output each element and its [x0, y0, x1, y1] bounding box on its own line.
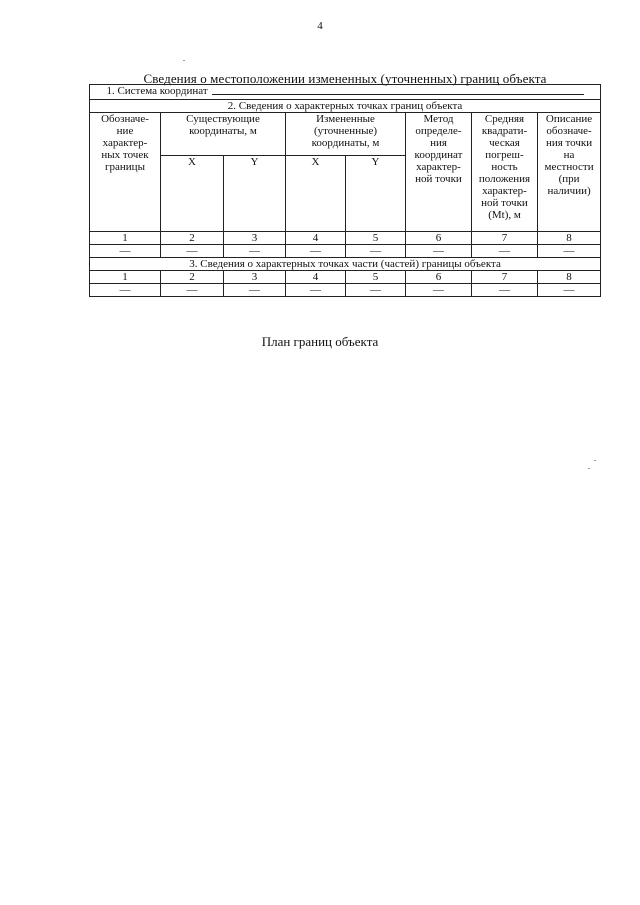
column-number: 3 — [224, 232, 286, 245]
section2-label: 2. Сведения о характерных точках границ объекта — [90, 100, 601, 113]
header-existing-y: Y — [224, 156, 286, 232]
plan-title: План границ объекта — [261, 334, 379, 349]
scan-speck — [594, 460, 596, 461]
table-cell: — — [346, 284, 406, 297]
table-cell: — — [286, 245, 346, 258]
table-row — [90, 245, 601, 258]
column-number: 4 — [286, 271, 346, 284]
section2-row — [90, 100, 601, 113]
column-number: 6 — [406, 232, 472, 245]
table-cell: — — [472, 284, 538, 297]
column-number: 2 — [161, 271, 224, 284]
scan-speck — [588, 468, 590, 469]
header-changed-x: X — [286, 156, 346, 232]
header-point-designation: Обозначе- ние характер- ных точек границы — [90, 113, 161, 232]
section3-column-number-row — [90, 271, 601, 284]
table-cell: — — [346, 245, 406, 258]
column-number: 2 — [161, 232, 224, 245]
table-cell: — — [224, 284, 286, 297]
table-cell: — — [472, 245, 538, 258]
column-number: 7 — [472, 232, 538, 245]
table-cell: — — [406, 284, 472, 297]
table-cell: — — [538, 284, 601, 297]
header-existing-x: X — [161, 156, 224, 232]
column-number-row — [90, 232, 601, 245]
coordinate-system-row — [90, 85, 601, 100]
header-method: Метод определе- ния координат характер- ной точки — [406, 113, 472, 232]
table-cell: — — [90, 245, 161, 258]
table-cell: — — [538, 245, 601, 258]
header-changed-y: Y — [346, 156, 406, 232]
table-cell: — — [161, 245, 224, 258]
page-number: 4 — [317, 20, 323, 32]
coordinate-system-value-line — [212, 85, 584, 95]
column-number: 5 — [346, 271, 406, 284]
column-number: 6 — [406, 271, 472, 284]
column-number: 7 — [472, 271, 538, 284]
table-cell: — — [286, 284, 346, 297]
column-number: 5 — [346, 232, 406, 245]
column-number: 8 — [538, 232, 601, 245]
column-number: 1 — [90, 232, 161, 245]
header-changed-coords: Измененные (уточненные) координаты, м — [286, 113, 406, 156]
table-cell: — — [224, 245, 286, 258]
coordinate-system-label: 1. Система координат — [106, 85, 208, 97]
column-number: 4 — [286, 232, 346, 245]
form-title: Сведения о местоположении измененных (уточненных) границ объекта — [143, 71, 547, 86]
section3-row — [90, 258, 601, 271]
header-description: Описание обозначе- ния точки на местности (при наличии) — [538, 113, 601, 232]
section3-label: 3. Сведения о характерных точках части (частей) границы объекта — [90, 258, 601, 271]
table-cell: — — [161, 284, 224, 297]
scan-speck — [183, 60, 185, 61]
column-number: 3 — [224, 271, 286, 284]
boundary-points-table — [89, 84, 601, 297]
header-existing-coords: Существующие координаты, м — [161, 113, 286, 156]
table-cell: — — [90, 284, 161, 297]
header-mean-error: Средняя квадрати- ческая погреш- ность положения характер- ной точки (Mt), м — [472, 113, 538, 232]
table-cell: — — [406, 245, 472, 258]
table-row — [90, 284, 601, 297]
column-number: 1 — [90, 271, 161, 284]
column-number: 8 — [538, 271, 601, 284]
header-row — [90, 113, 601, 156]
